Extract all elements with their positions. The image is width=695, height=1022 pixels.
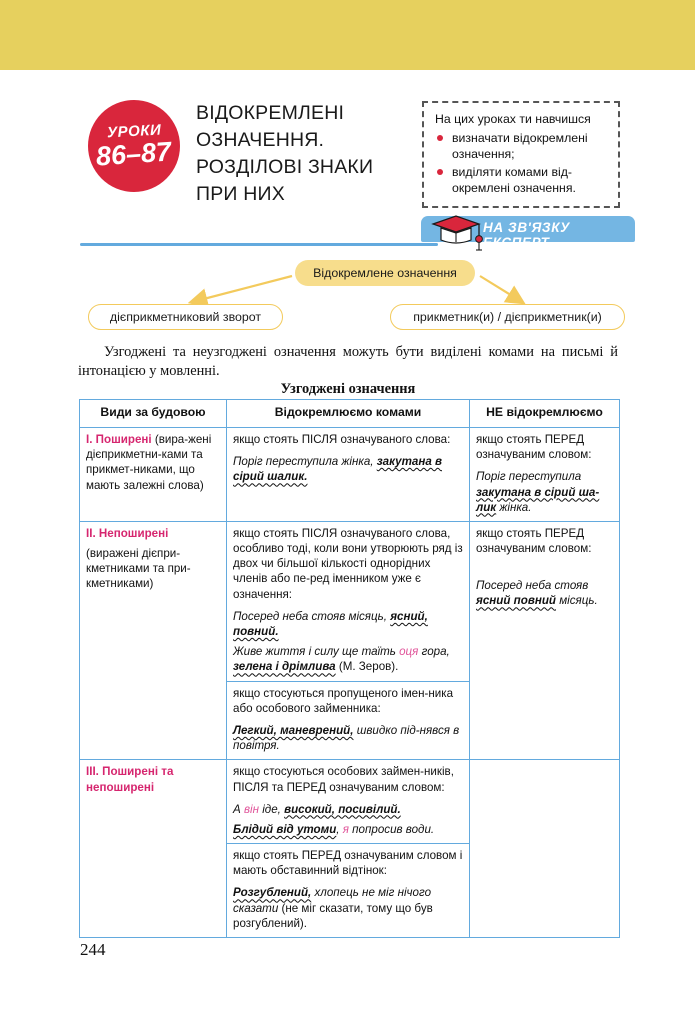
example-plain-3: (М. Зеров). <box>335 660 399 674</box>
cell-kind-2 <box>80 521 227 759</box>
example-plain: Поріг переступила жінка, <box>233 455 377 469</box>
column-header-kind: Види за будовою <box>80 400 227 428</box>
cell-nocomma-2 <box>470 521 620 759</box>
cell-comma-5 <box>227 844 470 938</box>
rule-text: якщо стоять ПЕРЕД означуваним словом і мають обставинний відтінок: <box>233 849 463 878</box>
example-marked: високий, посивілий. <box>284 802 401 816</box>
example-plain: Посеред неба стояв місяць, <box>233 609 391 623</box>
example-plain-2: (не міг сказати, тому що був розгублений). <box>233 901 433 930</box>
page-title: ВІДОКРЕМЛЕНІ ОЗНАЧЕННЯ. РОЗДІЛОВІ ЗНАКИ ПРИ НИХ <box>196 102 374 205</box>
example-marked: ясний повний <box>476 594 556 608</box>
rule-text: якщо стоять ПІСЛЯ означуваного слова: <box>233 432 451 446</box>
objectives-intro: На цих уроках ти навчишся <box>435 112 591 126</box>
objective-text: визначати відокремлені означення; <box>452 131 588 162</box>
diagram-node-right: прикметник(и) / дієприкметник(и) <box>390 304 625 330</box>
concept-diagram <box>60 256 640 336</box>
example-plain-1: , <box>336 822 343 836</box>
section-divider <box>80 243 438 246</box>
example-pink: він <box>243 802 259 816</box>
example-marked: закутана в сірий шалик. <box>233 455 442 484</box>
example-block-2 <box>233 644 463 674</box>
example-plain: швидко під-нявся в повітря. <box>233 723 460 753</box>
example-marked: закутана в сірий ша-лик <box>476 485 600 514</box>
diagram-node-left: дієприкметниковий зворот <box>88 304 283 330</box>
rule-text: якщо стоять ПІСЛЯ означуваного слова, особливо тоді, коли вони утворюють ряд із двох чи більшої кількості однорідних членів або пе-ред іменником уже є означення: <box>233 526 463 601</box>
example-plain: хлопець не міг нічого сказати <box>233 886 432 915</box>
cell-comma-3 <box>227 681 470 760</box>
objectives-list <box>435 130 609 196</box>
example-block <box>233 885 463 931</box>
kind-title: ІІІ. Поширені та непоширені <box>86 765 174 794</box>
cell-comma-2 <box>227 521 470 681</box>
kind-title: І. Поширені <box>86 432 152 446</box>
example-block <box>233 723 463 753</box>
graduation-cap-icon <box>429 212 485 252</box>
example-plain-1: А <box>233 802 244 816</box>
cell-comma-1 <box>227 427 470 521</box>
bullet-dot-icon <box>437 135 443 141</box>
table-header-row <box>80 400 620 428</box>
cell-kind-1 <box>80 427 227 521</box>
kind-detail: (вира-жені дієприкметни-ками та прикмет-никами, що мають залежні слова) <box>86 432 212 492</box>
rules-table <box>79 399 620 938</box>
table-row <box>80 760 620 844</box>
bullet-dot-icon <box>437 169 443 175</box>
intro-paragraph: Узгоджені та неузгоджені означення можуть бути виділені комами на письмі й інтонацією у мовленні. <box>78 344 618 380</box>
example-block-2 <box>233 822 463 837</box>
top-color-band <box>0 0 695 70</box>
cell-nocomma-1 <box>470 427 620 521</box>
example-block-1 <box>233 609 463 639</box>
diagram-node-root: Відокремлене означення <box>295 260 475 286</box>
example-plain-2: гора, <box>418 645 450 659</box>
rule-text: якщо стосуються пропущеного імен-ника або особового займенника: <box>233 686 454 715</box>
list-item <box>435 164 609 196</box>
rule-text: якщо стоять ПЕРЕД означуваним словом: <box>476 432 592 462</box>
objective-text: виділяти комами від-окремлені означення. <box>452 164 576 195</box>
kind-title: ІІ. Непоширені <box>86 526 169 540</box>
rule-text: якщо стоять ПЕРЕД означуваним словом: <box>476 526 592 556</box>
lesson-objectives-box <box>422 101 620 208</box>
column-header-nocomma: НЕ відокремлюємо <box>470 400 620 428</box>
example-plain: Посеред неба стояв <box>476 579 589 593</box>
example-plain-1: Живе життя і силу ще таїть <box>233 645 400 659</box>
page-number: 244 <box>80 940 106 959</box>
example-plain-2: місяць. <box>556 594 598 608</box>
table-row <box>80 427 620 521</box>
cell-comma-4 <box>227 760 470 844</box>
example-marked: ясний, повний. <box>233 609 428 639</box>
example-plain-2: іде, <box>258 802 285 816</box>
expert-ribbon-label: НА ЗВ'ЯЗКУ ЕКСПЕРТ <box>483 220 570 250</box>
example-pink: оця <box>399 645 419 659</box>
example-block-1 <box>233 802 463 817</box>
table-row <box>80 521 620 681</box>
example-marked-2: Блідий від утоми <box>233 822 337 836</box>
cell-nocomma-3 <box>470 760 620 938</box>
column-header-comma: Відокремлюємо комами <box>227 400 470 428</box>
example-marked: Легкий, маневрений, <box>233 723 354 737</box>
section-subtitle: Узгоджені означення <box>280 381 416 397</box>
lesson-number-badge <box>88 100 180 192</box>
lesson-badge-label: УРОКИ <box>106 121 162 142</box>
list-item <box>435 130 609 162</box>
example-block <box>476 578 613 608</box>
example-marked: Розгублений, <box>233 886 312 900</box>
example-plain-2: жінка. <box>496 500 532 514</box>
rule-text: якщо стосуються особових займен-ників, ПІСЛЯ та ПЕРЕД означуваним словом: <box>233 765 454 794</box>
cell-kind-3 <box>80 760 227 938</box>
example-pink-2: я <box>342 822 349 836</box>
example-block <box>233 454 463 484</box>
lesson-badge-numbers: 86–87 <box>95 136 173 172</box>
example-plain-2: попросив води. <box>348 822 435 836</box>
example-marked-2: зелена і дрімлива <box>233 660 336 674</box>
example-block <box>476 469 613 515</box>
example-plain: Поріг переступила <box>476 470 582 484</box>
expert-ribbon <box>421 216 635 250</box>
kind-detail: (виражені дієпри-кметниками та при-кметниками) <box>86 547 191 591</box>
